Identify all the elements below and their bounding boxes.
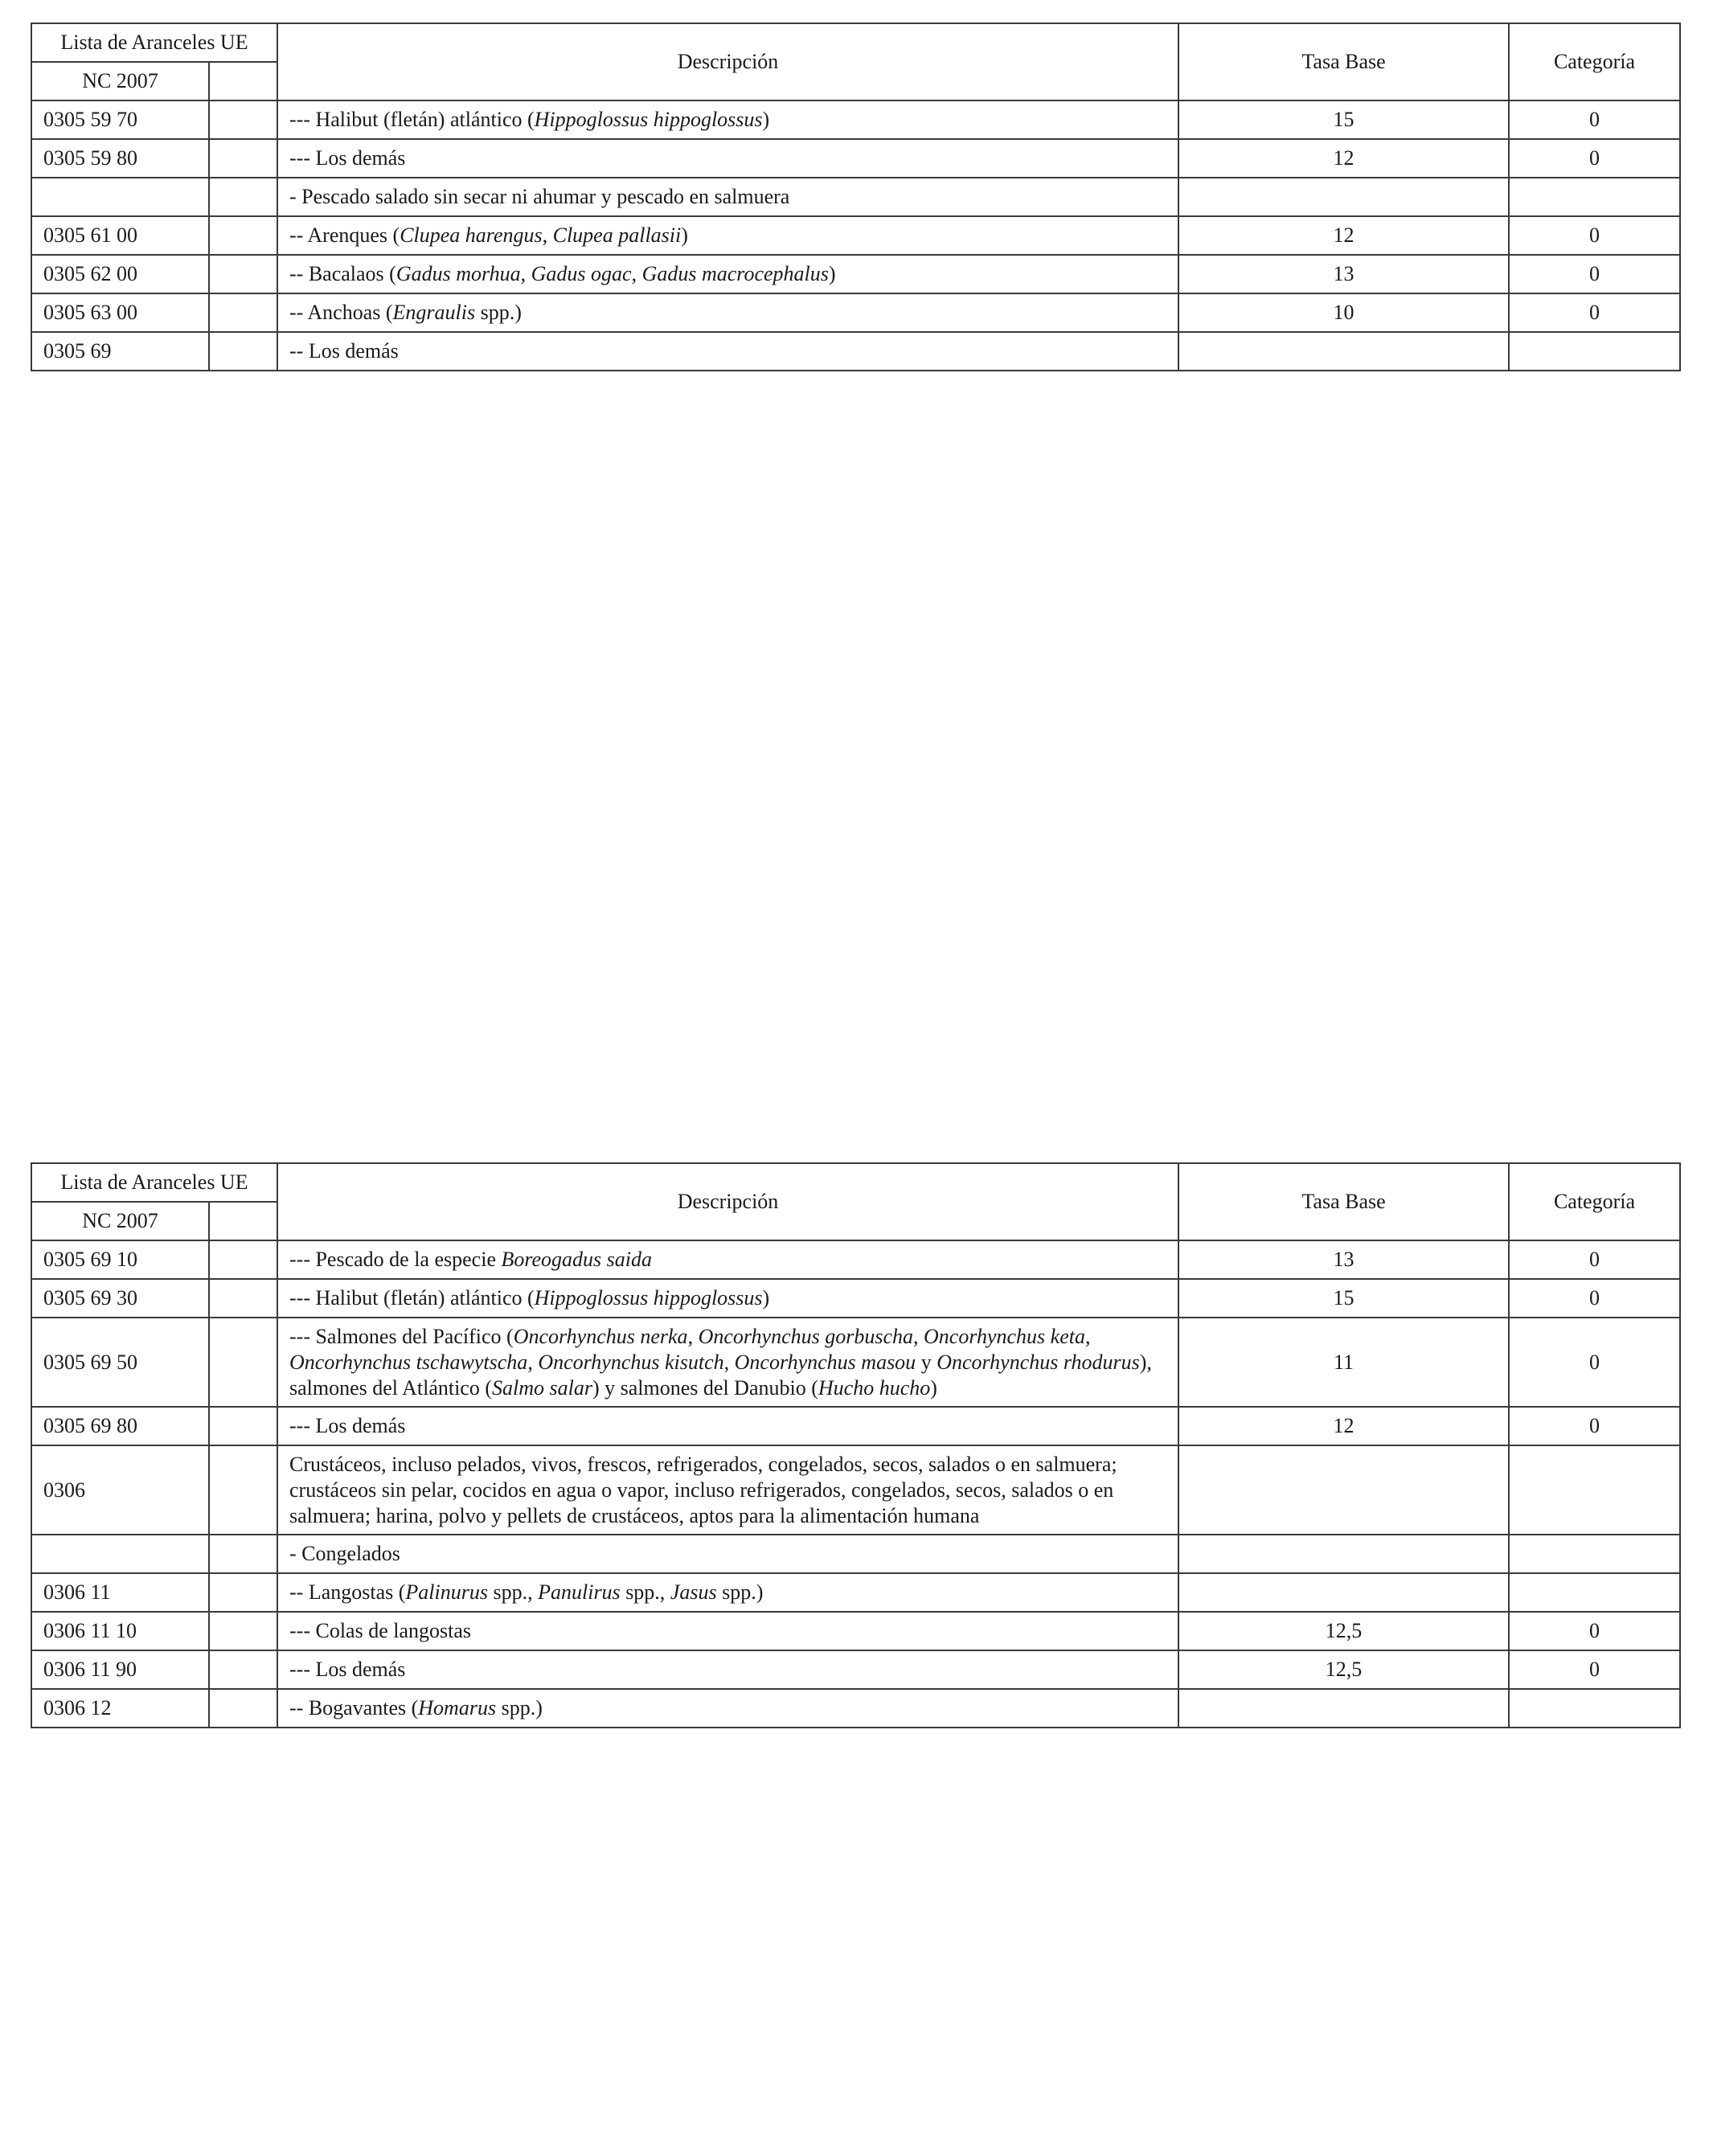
category-cell: 0 <box>1509 1318 1680 1407</box>
species-name: Hippoglossus hippoglossus <box>534 108 763 131</box>
base-rate-cell: 12,5 <box>1178 1650 1509 1689</box>
nc-code-cell: 0305 63 00 <box>31 293 209 332</box>
blank-cell <box>209 1318 277 1407</box>
nc-code-cell: 0305 62 00 <box>31 255 209 293</box>
description-text: ) <box>762 1286 770 1310</box>
description-text: , <box>1084 1324 1091 1348</box>
description-text: y <box>916 1350 937 1374</box>
table-row <box>31 332 1680 371</box>
category-cell: 0 <box>1509 1279 1680 1318</box>
table-row <box>31 1407 1680 1445</box>
base-rate-cell: 15 <box>1178 100 1509 139</box>
species-name: Oncorhynchus rhodurus <box>936 1350 1140 1374</box>
nc-code-cell: 0306 11 90 <box>31 1650 209 1689</box>
description-header: Descripción <box>277 1163 1178 1240</box>
species-name: Palinurus <box>405 1580 488 1604</box>
nc-code-cell: 0306 <box>31 1445 209 1535</box>
category-cell <box>1509 1573 1680 1612</box>
base-rate-cell: 13 <box>1178 255 1509 293</box>
table-row <box>31 1650 1680 1689</box>
table-row <box>31 216 1680 255</box>
species-name: Oncorhynchus masou <box>734 1350 916 1374</box>
blank-cell <box>209 100 277 139</box>
description-cell <box>277 139 1178 178</box>
table-row <box>31 1445 1680 1535</box>
nc-code-cell: 0305 69 80 <box>31 1407 209 1445</box>
table-row <box>31 293 1680 332</box>
category-cell: 0 <box>1509 1407 1680 1445</box>
nc-code-cell: 0305 69 10 <box>31 1240 209 1279</box>
species-name: Homarus <box>418 1696 497 1719</box>
description-text: -- Langostas ( <box>289 1580 406 1604</box>
table-row <box>31 1279 1680 1318</box>
base-rate-cell: 12 <box>1178 216 1509 255</box>
category-cell: 0 <box>1509 1240 1680 1279</box>
category-cell <box>1509 1535 1680 1573</box>
description-text: , <box>723 1350 735 1374</box>
nc-code-cell: 0306 11 10 <box>31 1612 209 1650</box>
description-cell <box>277 1279 1178 1318</box>
base-rate-cell <box>1178 1689 1509 1728</box>
species-name: Boreogadus saida <box>501 1248 653 1271</box>
description-text: Crustáceos, incluso pelados, vivos, frescos, refrigerados, congelados, secos, salados o en salmuera; crustáceos sin pelar, cocidos en agua o vapor, incluso refrigerados, congelados, secos, salados o en salmuera; harina, polvo y pellets de crustáceos, aptos para la alimentación humana <box>289 1452 1117 1527</box>
table-row <box>31 1689 1680 1728</box>
species-name: Oncorhynchus kisutch <box>538 1350 724 1374</box>
description-text: - Pescado salado sin secar ni ahumar y pescado en salmuera <box>289 185 790 208</box>
blank-cell <box>209 293 277 332</box>
blank-cell <box>209 1689 277 1728</box>
description-text: , <box>687 1324 699 1348</box>
header-row <box>31 1163 1680 1202</box>
base-rate-header: Tasa Base <box>1178 1163 1509 1240</box>
species-name: Panulirus <box>538 1580 621 1604</box>
description-text: ) y salmones del Danubio ( <box>592 1375 818 1400</box>
description-text: ) <box>681 223 688 247</box>
description-text: spp.) <box>475 301 522 324</box>
species-name: Engraulis <box>392 301 476 324</box>
description-text: , <box>542 223 553 247</box>
tariff-table-2 <box>31 1162 1681 1728</box>
category-cell <box>1509 178 1680 216</box>
description-cell <box>277 1318 1178 1407</box>
table-row <box>31 1535 1680 1573</box>
nc-code-cell: 0306 12 <box>31 1689 209 1728</box>
nc-code-cell: 0305 69 30 <box>31 1279 209 1318</box>
blank-cell <box>209 1573 277 1612</box>
nc-code-cell: 0305 61 00 <box>31 216 209 255</box>
category-cell: 0 <box>1509 255 1680 293</box>
base-rate-cell: 10 <box>1178 293 1509 332</box>
table-row <box>31 1240 1680 1279</box>
description-text: , <box>520 262 531 285</box>
species-name: Hippoglossus hippoglossus <box>534 1286 763 1310</box>
base-rate-cell: 12,5 <box>1178 1612 1509 1650</box>
blank-cell <box>209 332 277 371</box>
table-1-body <box>31 23 1680 371</box>
category-cell: 0 <box>1509 1612 1680 1650</box>
species-name: Gadus ogac <box>531 262 632 285</box>
table-row <box>31 1318 1680 1407</box>
description-text: - Congelados <box>289 1542 400 1565</box>
header-row <box>31 23 1680 62</box>
list-header: Lista de Aranceles UE <box>31 1163 277 1202</box>
description-text: ) <box>828 262 836 285</box>
category-cell <box>1509 1689 1680 1728</box>
description-text: spp.) <box>496 1696 543 1719</box>
species-name: Salmo salar <box>492 1375 592 1400</box>
base-rate-cell: 12 <box>1178 139 1509 178</box>
table-row <box>31 255 1680 293</box>
category-cell: 0 <box>1509 216 1680 255</box>
category-header: Categoría <box>1509 23 1680 100</box>
category-cell: 0 <box>1509 1650 1680 1689</box>
description-text: spp.) <box>716 1580 764 1604</box>
nc-blank-header <box>209 1202 277 1240</box>
table-row <box>31 139 1680 178</box>
description-cell <box>277 1573 1178 1612</box>
list-header: Lista de Aranceles UE <box>31 23 277 62</box>
description-text: ) <box>762 108 770 131</box>
description-text: -- Los demás <box>289 339 399 363</box>
description-text: spp., <box>620 1580 670 1604</box>
species-name: Oncorhynchus tschawytscha <box>289 1350 528 1374</box>
description-text: ), salmones del Atlántico ( <box>289 1350 1152 1400</box>
table-row <box>31 1612 1680 1650</box>
nc-code-cell: 0305 59 70 <box>31 100 209 139</box>
base-rate-cell <box>1178 1445 1509 1535</box>
base-rate-cell <box>1178 1535 1509 1573</box>
nc-code-cell: 0305 69 50 <box>31 1318 209 1407</box>
description-cell <box>277 255 1178 293</box>
base-rate-header: Tasa Base <box>1178 23 1509 100</box>
species-name: Oncorhynchus keta <box>924 1324 1085 1348</box>
description-text: --- Salmones del Pacífico ( <box>289 1324 514 1348</box>
description-cell <box>277 1535 1178 1573</box>
category-cell: 0 <box>1509 139 1680 178</box>
description-text: spp., <box>487 1580 539 1604</box>
description-text: -- Bogavantes ( <box>289 1696 419 1719</box>
nc-header: NC 2007 <box>31 1202 209 1240</box>
blank-cell <box>209 1612 277 1650</box>
description-cell <box>277 216 1178 255</box>
species-name: Clupea harengus <box>400 223 543 247</box>
description-text: --- Colas de langostas <box>289 1619 472 1642</box>
category-cell <box>1509 1445 1680 1535</box>
base-rate-cell <box>1178 332 1509 371</box>
description-cell <box>277 293 1178 332</box>
blank-cell <box>209 1279 277 1318</box>
description-cell <box>277 1445 1178 1535</box>
base-rate-cell: 15 <box>1178 1279 1509 1318</box>
base-rate-cell <box>1178 1573 1509 1612</box>
description-text: , <box>527 1350 539 1374</box>
description-cell <box>277 332 1178 371</box>
species-name: Hucho hucho <box>818 1375 931 1400</box>
nc-blank-header <box>209 62 277 100</box>
species-name: Jasus <box>670 1580 717 1604</box>
species-name: Gadus morhua <box>395 262 521 285</box>
nc-code-cell <box>31 1535 209 1573</box>
base-rate-cell <box>1178 178 1509 216</box>
species-name: Clupea pallasii <box>552 223 682 247</box>
description-text: -- Bacalaos ( <box>289 262 396 285</box>
table-2-body <box>31 1163 1680 1728</box>
species-name: Oncorhynchus nerka <box>513 1324 688 1348</box>
blank-cell <box>209 1445 277 1535</box>
description-text: --- Los demás <box>289 1658 406 1681</box>
description-cell <box>277 1240 1178 1279</box>
description-text: , <box>913 1324 924 1348</box>
category-cell: 0 <box>1509 100 1680 139</box>
nc-code-cell: 0306 11 <box>31 1573 209 1612</box>
blank-cell <box>209 1407 277 1445</box>
description-text: --- Pescado de la especie <box>289 1248 502 1271</box>
description-cell <box>277 1689 1178 1728</box>
description-cell <box>277 100 1178 139</box>
description-text: -- Arenques ( <box>289 223 400 247</box>
description-cell <box>277 1407 1178 1445</box>
nc-code-cell <box>31 178 209 216</box>
table-row <box>31 100 1680 139</box>
description-cell <box>277 1650 1178 1689</box>
base-rate-cell: 11 <box>1178 1318 1509 1407</box>
description-text: --- Los demás <box>289 1414 406 1437</box>
tariff-table-1 <box>31 23 1681 371</box>
blank-cell <box>209 1240 277 1279</box>
species-name: Gadus macrocephalus <box>641 262 829 285</box>
blank-cell <box>209 178 277 216</box>
blank-cell <box>209 216 277 255</box>
blank-cell <box>209 1650 277 1689</box>
description-text: --- Halibut (fletán) atlántico ( <box>289 108 535 131</box>
description-text: --- Los demás <box>289 146 406 170</box>
species-name: Oncorhynchus gorbuscha <box>698 1324 914 1348</box>
description-cell <box>277 178 1178 216</box>
nc-code-cell: 0305 59 80 <box>31 139 209 178</box>
blank-cell <box>209 139 277 178</box>
category-cell: 0 <box>1509 293 1680 332</box>
base-rate-cell: 12 <box>1178 1407 1509 1445</box>
description-text: --- Halibut (fletán) atlántico ( <box>289 1286 535 1310</box>
description-text: -- Anchoas ( <box>289 301 393 324</box>
description-text: , <box>631 262 642 285</box>
nc-header: NC 2007 <box>31 62 209 100</box>
blank-cell <box>209 255 277 293</box>
category-header: Categoría <box>1509 1163 1680 1240</box>
description-text: ) <box>930 1375 937 1400</box>
description-cell <box>277 1612 1178 1650</box>
nc-code-cell: 0305 69 <box>31 332 209 371</box>
table-row <box>31 178 1680 216</box>
category-cell <box>1509 332 1680 371</box>
table-row <box>31 1573 1680 1612</box>
blank-cell <box>209 1535 277 1573</box>
description-header: Descripción <box>277 23 1178 100</box>
base-rate-cell: 13 <box>1178 1240 1509 1279</box>
